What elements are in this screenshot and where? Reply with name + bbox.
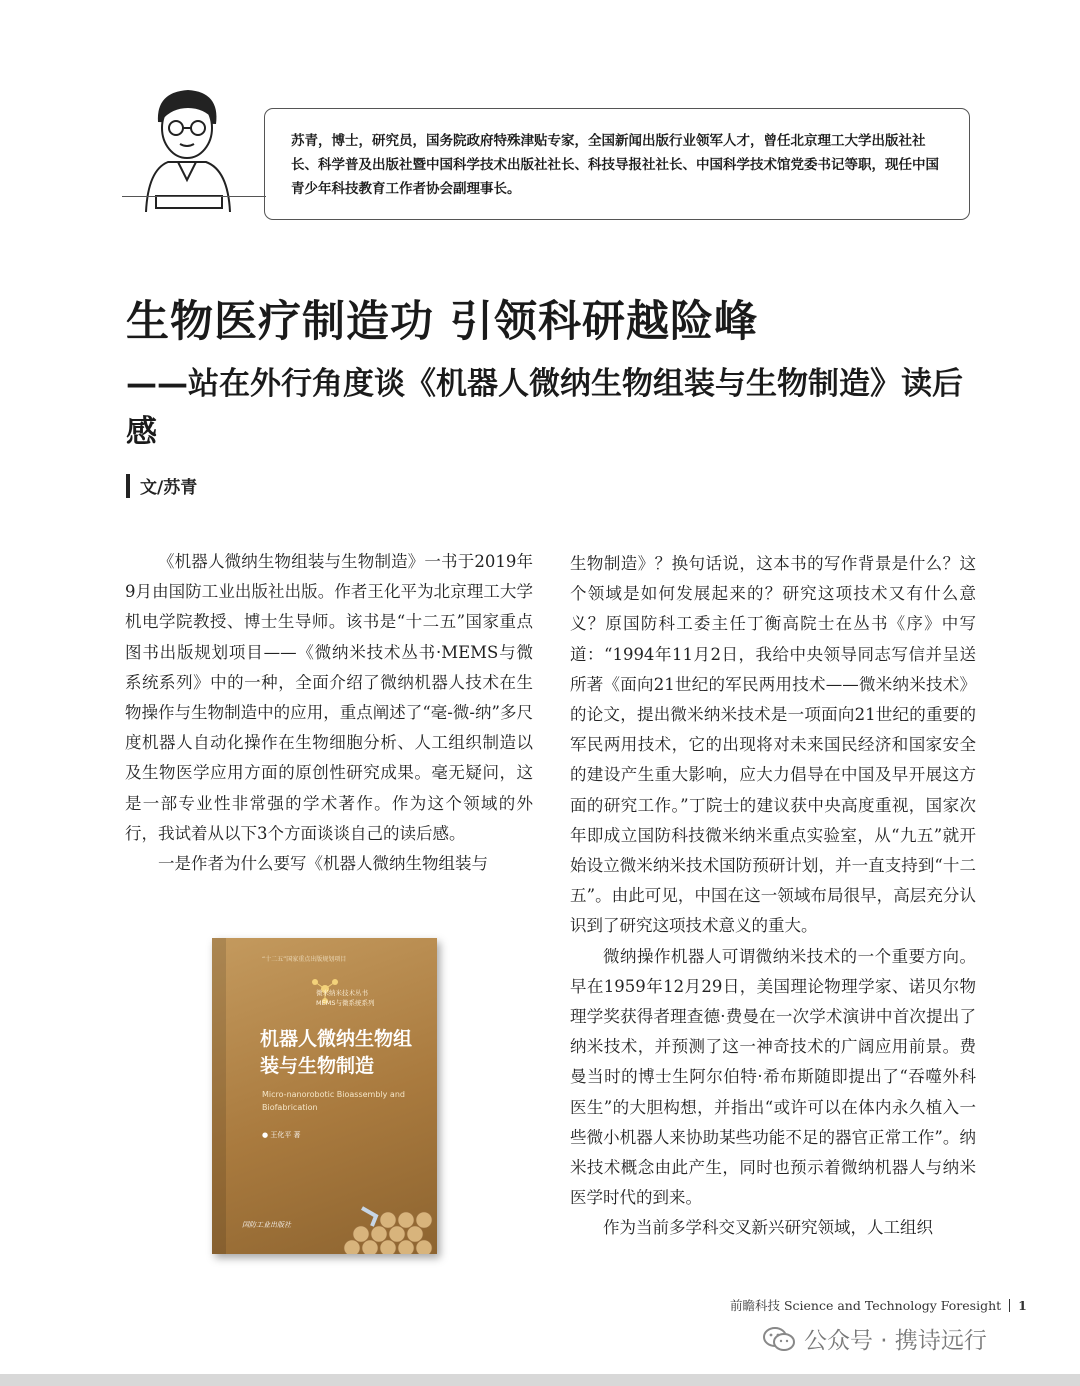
author-bio-text: 苏青，博士，研究员，国务院政府特殊津贴专家，全国新闻出版行业领军人才，曾任北京理工大学出版社社长、科学普及出版社暨中国科学技术出版社社长、科技导报社社长、中国科学技术馆党委书记等职，现任中国青少年科技教育工作者协会副理事长。 bbox=[291, 133, 939, 197]
book-publisher: 国防工业出版社 bbox=[242, 1221, 291, 1229]
article-column-left bbox=[125, 547, 533, 879]
page-footer bbox=[730, 1296, 1027, 1314]
book-author: ● 王化平 著 bbox=[262, 1131, 301, 1139]
book-spine bbox=[212, 938, 226, 1254]
author-divider-line bbox=[122, 196, 266, 197]
paragraph: 微纳操作机器人可谓微纳米技术的一个重要方向。早在1959年12月29日，美国理论物理学家、诺贝尔物理学奖获得者理查德·费曼在一次学术演讲中首次提出了纳米技术，并预测了这一神奇技术的广阔应用前景。费曼当时的博士生阿尔伯特·希布斯随即提出了“吞噬外科医生”的大胆构想，并指出“或许可以在体内永久植入一些微小机器人来协助某些功能不足的器官正常工作”。纳米技术概念由此产生，同时也预示着微纳机器人与纳米医学时代的到来。 bbox=[570, 946, 976, 1208]
journal-name: 前瞻科技 Science and Technology Foresight bbox=[730, 1298, 1002, 1313]
page-number: 1 bbox=[1018, 1298, 1027, 1313]
watermark bbox=[762, 1322, 987, 1355]
book-title: 机器人微纳生物组装与生物制造 bbox=[260, 1028, 413, 1077]
bottom-strip bbox=[0, 1374, 1080, 1386]
watermark-text: 公众号 · 携诗远行 bbox=[804, 1328, 987, 1354]
book-title-en: Micro-nanorobotic Bioassembly and Biofabrication bbox=[262, 1090, 405, 1112]
book-cover-image bbox=[212, 938, 437, 1254]
article-column-right bbox=[570, 549, 976, 1244]
nanoparticle-illustration bbox=[332, 1178, 437, 1254]
book-series-top: “十二五”国家重点出版规划项目 bbox=[262, 956, 347, 963]
footer-separator bbox=[1009, 1299, 1010, 1312]
paragraph: 《机器人微纳生物组装与生物制造》一书于2019年9月由国防工业出版社出版。作者王化平为北京理工大学机电学院教授、博士生导师。该书是“十二五”国家重点图书出版规划项目——《微纳米技术丛书·MEMS与微系统系列》中的一种，全面介绍了微纳机器人技术在生物操作与生物制造中的应用，重点阐述了“毫-微-纳”多尺度机器人自动化操作在生物细胞分析、人工组织制造以及生物医学应用方面的原创性研究成果。毫无疑问，这是一部专业性非常强的学术著作。作为这个领域的外行，我试着从以下3个方面谈谈自己的读后感。 bbox=[125, 552, 533, 843]
paragraph: 一是作者为什么要写《机器人微纳生物组装与 bbox=[158, 854, 488, 874]
author-portrait-icon bbox=[138, 84, 238, 214]
book-series: 微米纳米技术丛书 MEMS与微系统系列 bbox=[316, 989, 375, 1007]
article-subtitle: ——站在外行角度谈《机器人微纳生物组装与生物制造》读后感 bbox=[126, 366, 963, 450]
paragraph: 作为当前多学科交叉新兴研究领域，人工组织 bbox=[603, 1218, 933, 1238]
paragraph: 生物制造》？换句话说，这本书的写作背景是什么？这个领域是如何发展起来的？研究这项技术又有什么意义？原国防科工委主任丁衡高院士在丛书《序》中写道：“1994年11月2日，我给中央领导同志写信并呈送所著《面向21世纪的军民两用技术——微米纳米技术》的论文，提出微米纳米技术是一项面向21世纪的重要的军民两用技术，它的出现将对未来国民经济和国家安全的建设产生重大影响，应大力倡导在中国及早开展这方面的研究工作。”丁院士的建议获中央高度重视，国家次年即成立国防科技微米纳米重点实验室，从“九五”就开始设立微米纳米技术国防预研计划，并一直支持到“十二五”。由此可见，中国在这一领域布局很早，高层充分认识到了研究这项技术意义的重大。 bbox=[570, 554, 976, 936]
byline: 文/苏青 bbox=[140, 478, 198, 498]
wechat-icon bbox=[762, 1325, 796, 1353]
article-title: 生物医疗制造功 引领科研越险峰 bbox=[126, 297, 758, 347]
author-bio-box bbox=[264, 108, 970, 220]
byline-bar bbox=[126, 474, 130, 498]
